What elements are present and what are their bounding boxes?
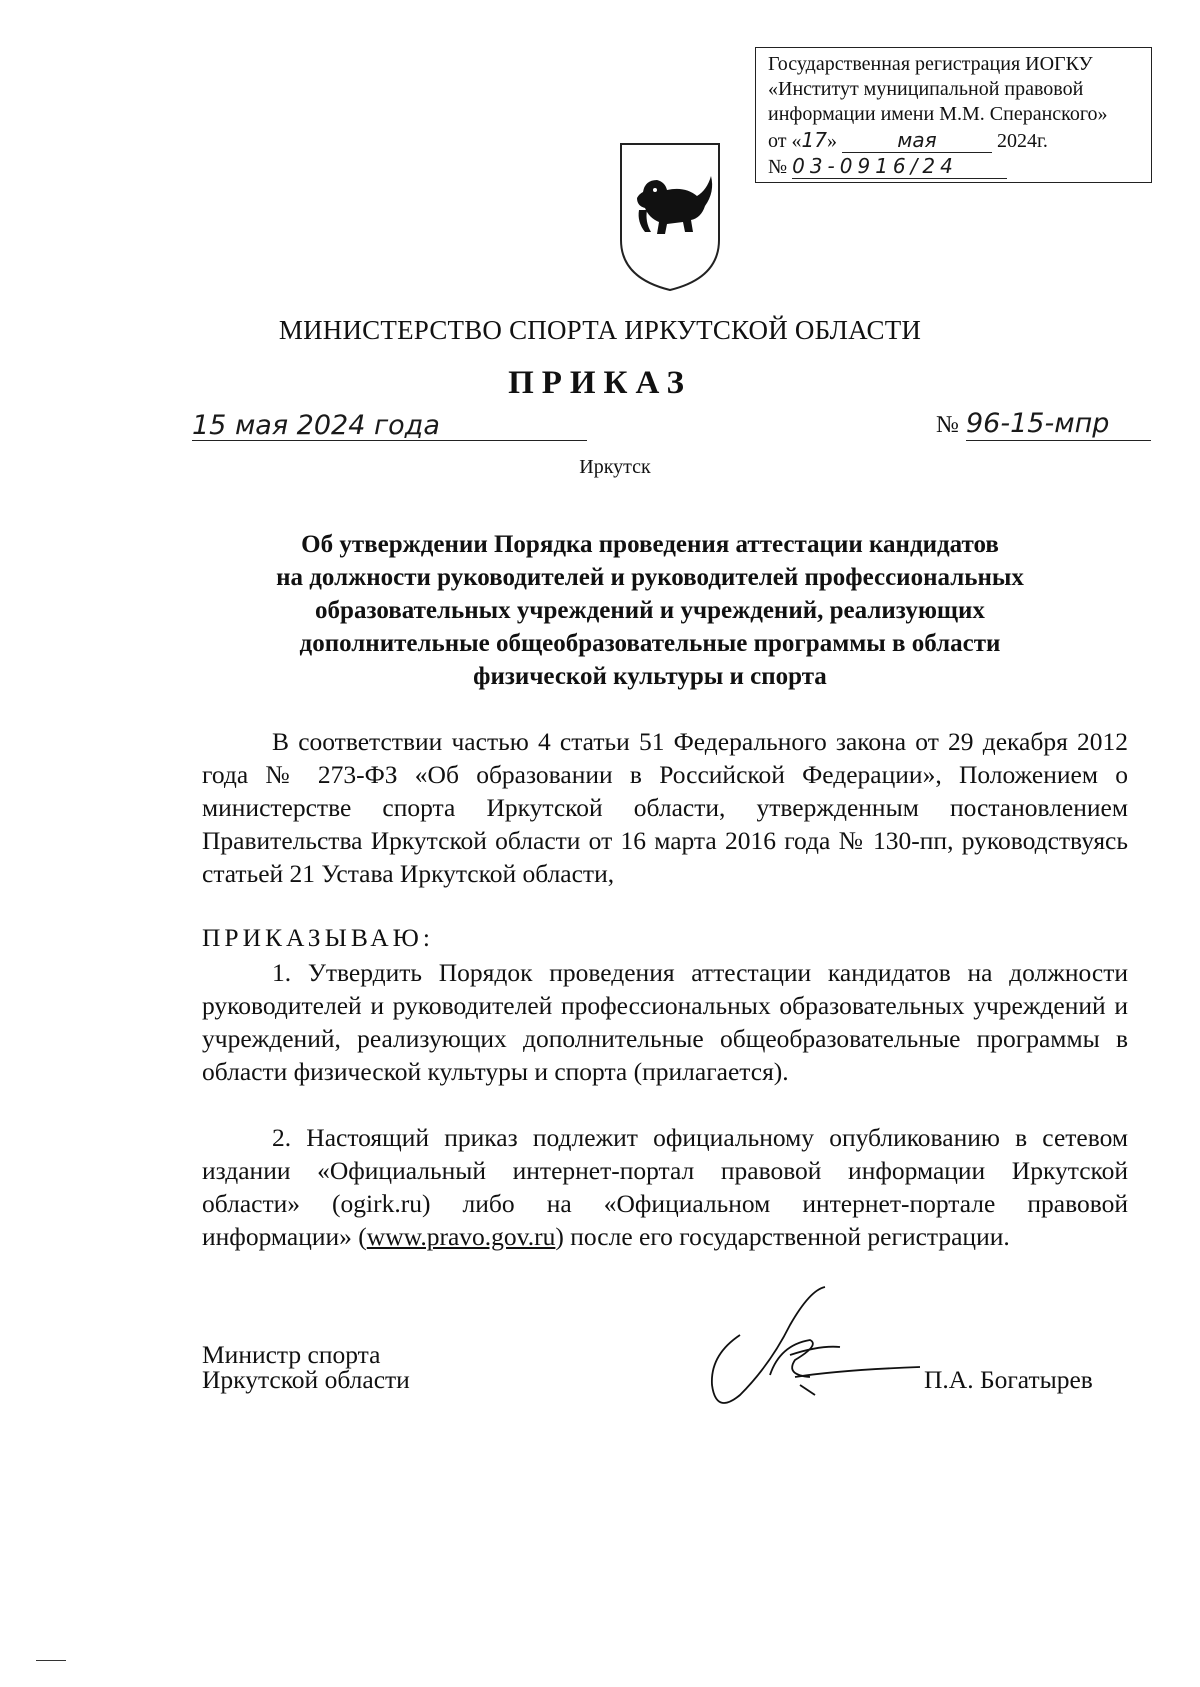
stamp-date-row bbox=[768, 128, 1048, 153]
pravo-link[interactable]: www.pravo.gov.ru bbox=[366, 1222, 556, 1251]
signatory-title-line-1: Министр спорта bbox=[202, 1340, 381, 1369]
signatory-title bbox=[202, 1342, 410, 1392]
item-2-paragraph bbox=[202, 1121, 1128, 1253]
coat-of-arms bbox=[615, 140, 725, 295]
order-number-label: № bbox=[936, 412, 959, 438]
heading-line-5: физической культуры и спорта bbox=[473, 663, 827, 690]
signatory-title-line-2: Иркутской области bbox=[202, 1365, 410, 1394]
stamp-no-label: № bbox=[768, 156, 788, 178]
stamp-number: 03-0916/24 bbox=[792, 154, 1007, 179]
stamp-line-1: Государственная регистрация ИОГКУ bbox=[768, 53, 1093, 75]
heading-line-2: на должности руководителей и руководителей профессиональных bbox=[276, 564, 1024, 591]
order-number: 96-15-мпр bbox=[966, 408, 1110, 439]
order-date: 15 мая 2024 года bbox=[192, 410, 440, 441]
ministry-name: МИНИСТЕРСТВО СПОРТА ИРКУТСКОЙ ОБЛАСТИ bbox=[278, 315, 922, 345]
preamble-paragraph: В соответствии частью 4 статьи 51 Федерального закона от 29 декабря 2012 года № 273-ФЗ «Об образовании в Российской Федерации», Положением о министерстве спорта Иркутской области, утвержденным постановлением Правительства Иркутской области от 16 марта 2016 года № 130-пп, руководствуясь статьей 21 Устава Иркутской области, bbox=[202, 727, 1128, 888]
stamp-line-3: информации имени М.М. Сперанского» bbox=[768, 103, 1108, 125]
item-2-text-part-1: 2. Настоящий приказ подлежит официальному опубликованию в сетевом издании «Официальный интернет-портал правовой информации Иркутской области» (ogirk.ru) либо на «Официальном интернет-портале правовой информации» ( bbox=[202, 1123, 1128, 1251]
heading-line-1: Об утверждении Порядка проведения аттестации кандидатов bbox=[301, 531, 999, 558]
city: Иркутск bbox=[579, 456, 651, 478]
signatory-name: П.А. Богатырев bbox=[924, 1365, 1093, 1394]
heading-line-4: дополнительные общеобразовательные программы в области bbox=[299, 630, 1001, 657]
registration-stamp bbox=[755, 47, 1152, 183]
handwritten-signature bbox=[700, 1285, 960, 1420]
stamp-number-row bbox=[768, 154, 1007, 179]
document-heading bbox=[210, 528, 1090, 693]
prikazyvayu: ПРИКАЗЫВАЮ: bbox=[202, 923, 434, 952]
stamp-year: 2024г. bbox=[996, 130, 1048, 152]
item-2-text-part-2: ) после его государственной регистрации. bbox=[555, 1222, 1010, 1251]
stamp-month-sep: » bbox=[826, 130, 837, 152]
footer-mark bbox=[36, 1660, 66, 1661]
order-title: ПРИКАЗ bbox=[508, 365, 692, 401]
date-underline bbox=[192, 440, 587, 441]
number-underline bbox=[966, 440, 1151, 441]
item-1-paragraph: 1. Утвердить Порядок проведения аттестации кандидатов на должности руководителей и руководителей профессиональных образовательных учреждений и учреждений, реализующих дополнительные общеобразовательные программы в области физической культуры и спорта (прилагается). bbox=[202, 958, 1128, 1086]
stamp-from-label: от « bbox=[768, 130, 802, 152]
stamp-day: 17 bbox=[801, 128, 827, 152]
stamp-month: мая bbox=[842, 128, 992, 153]
heading-line-3: образовательных учреждений и учреждений, реализующих bbox=[315, 597, 985, 624]
stamp-line-2: «Институт муниципальной правовой bbox=[768, 78, 1084, 100]
